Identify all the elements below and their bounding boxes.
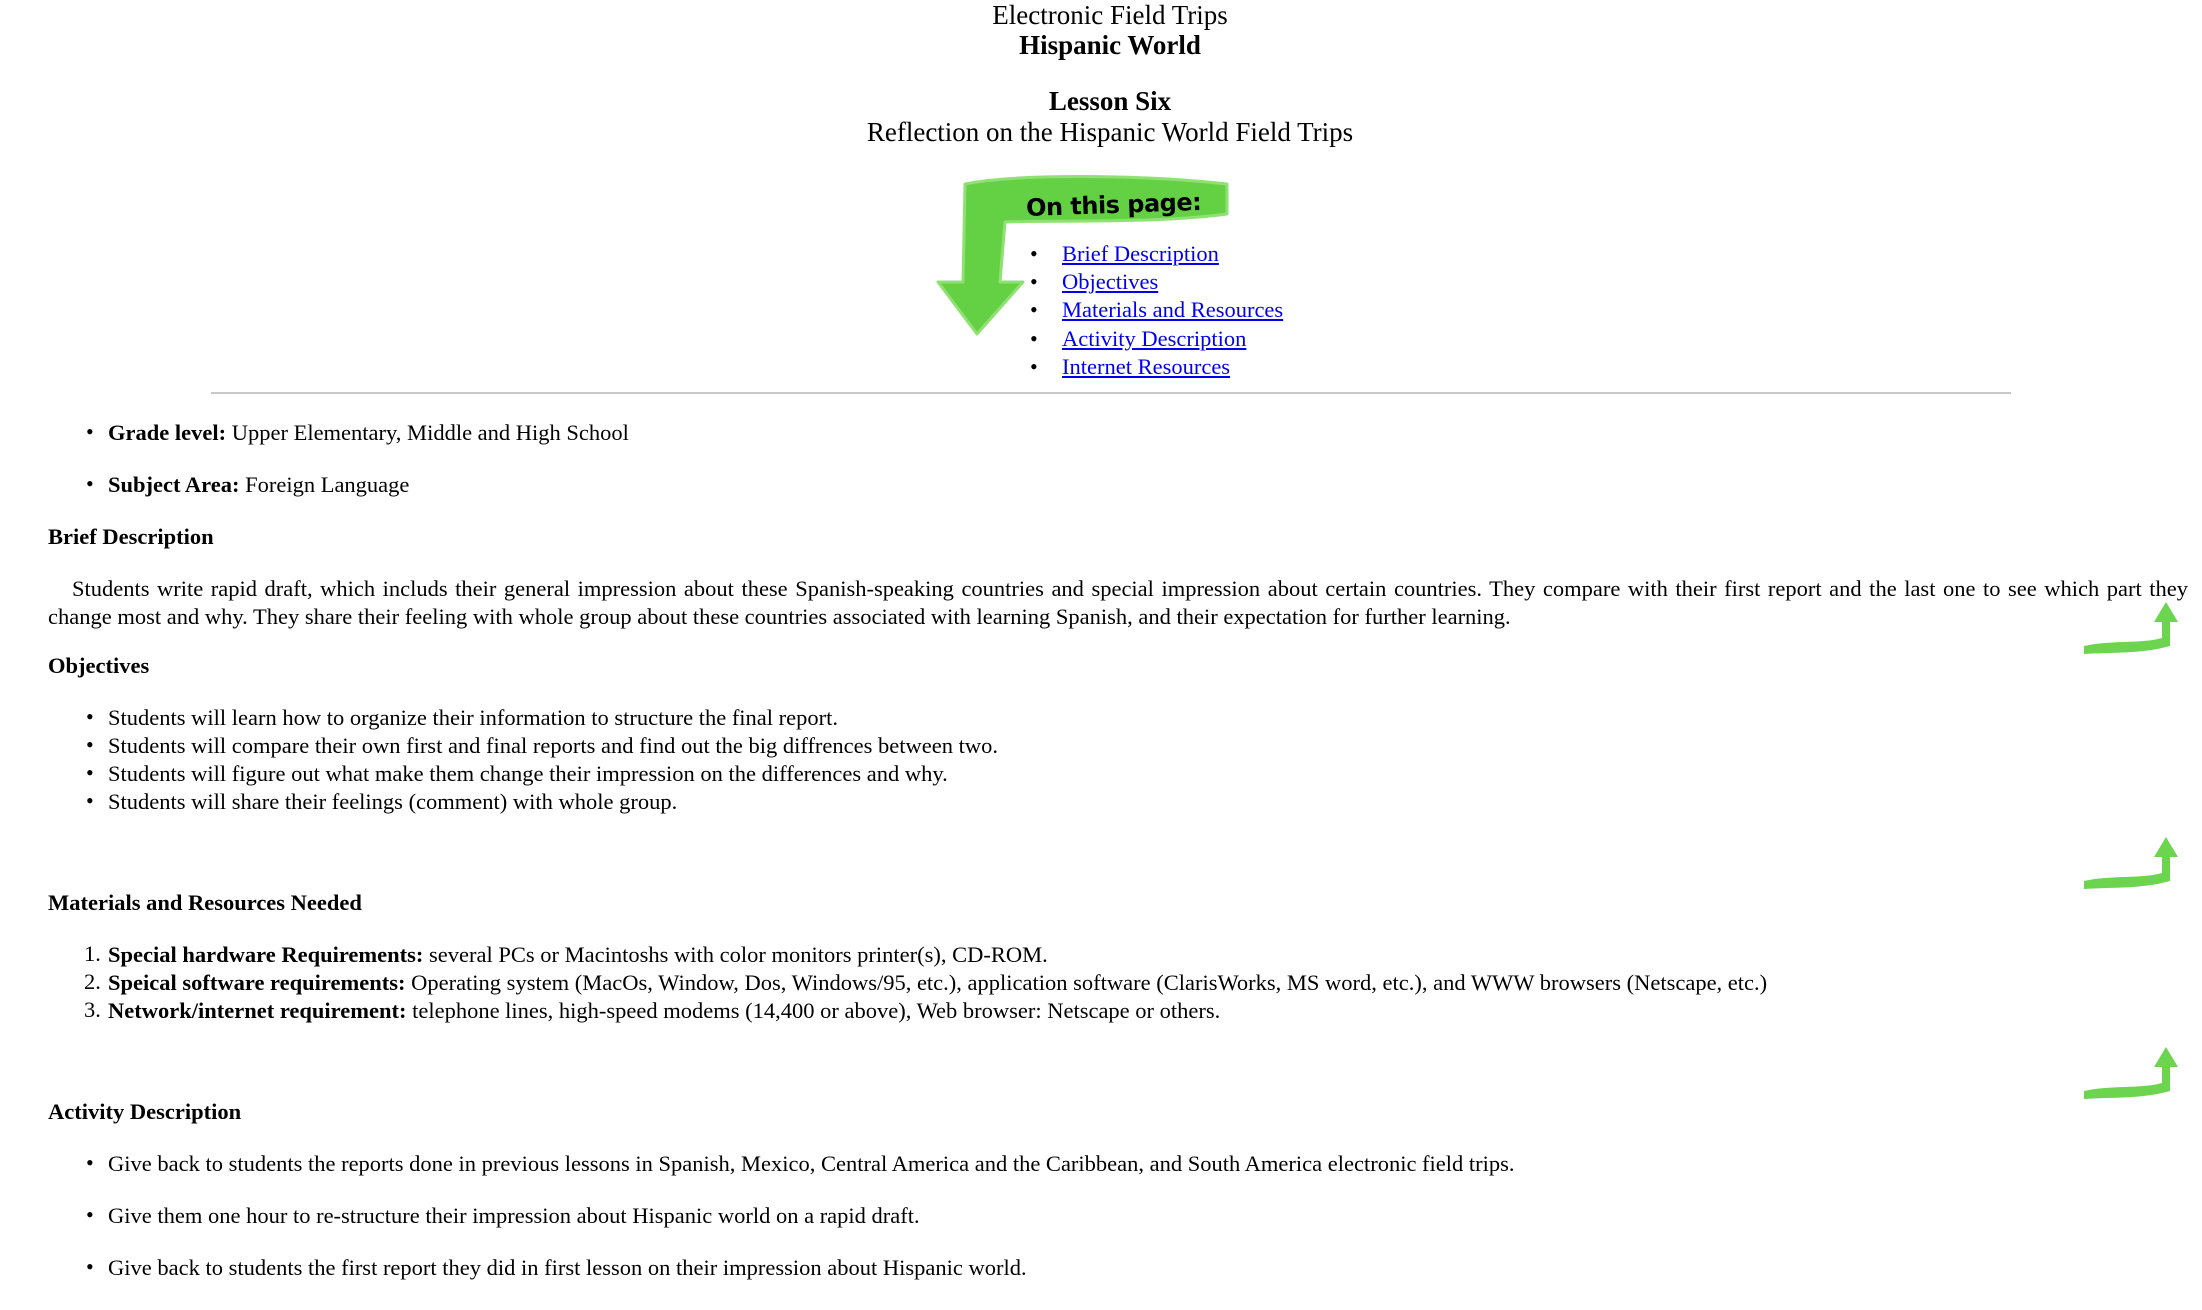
nav-link-materials[interactable]: Materials and Resources [1062, 297, 1284, 323]
nav-link-brief-description[interactable]: Brief Description [1062, 241, 1219, 266]
grade-level [108, 419, 629, 447]
bullet: • [86, 788, 94, 813]
bullet: • [86, 471, 94, 496]
material-item-text: telephone lines, high-speed modems (14,400 or above), Web browser: Netscape or others. [406, 998, 1221, 1023]
site-title: Electronic Field Trips [992, 0, 1228, 30]
on-this-page-label: On this page: [1025, 187, 1202, 223]
page-nav [1030, 240, 1283, 381]
list-number: 2. [84, 969, 101, 994]
subject-area-label: Subject Area: [108, 472, 240, 497]
nav-link-activity-description[interactable]: Activity Description [1062, 325, 1247, 351]
lesson-subtitle: Reflection on the Hispanic World Field Trips [866, 117, 1354, 147]
horizontal-divider [211, 392, 2011, 394]
nav-link-internet-resources[interactable]: Internet Resources [1062, 353, 1231, 379]
activity-item: Give back to students the first report they did in first lesson on their impression about Hispanic world. [108, 1255, 1027, 1280]
nav-item [1030, 325, 1283, 353]
nav-link-objectives[interactable]: Objectives [1062, 269, 1159, 295]
grade-level-label: Grade level: [108, 420, 227, 445]
material-item-text: several PCs or Macintoshs with color monitors printer(s), CD-ROM. [423, 942, 1048, 967]
bullet: • [86, 1202, 94, 1227]
back-to-top-arrow-icon[interactable] [2082, 600, 2182, 660]
material-item-label: Special hardware Requirements: [108, 942, 424, 967]
nav-item [1030, 353, 1283, 381]
nav-item [1030, 296, 1283, 324]
objective-item: Students will learn how to organize their information to structure the final report. [108, 705, 839, 730]
bullet: • [86, 1254, 94, 1279]
list-number: 3. [84, 997, 101, 1022]
bullet: • [86, 704, 94, 729]
subject-area-value: Foreign Language [239, 472, 410, 497]
nav-item [1030, 268, 1283, 296]
materials-heading: Materials and Resources Needed [48, 890, 362, 915]
brief-description-heading: Brief Description [48, 524, 214, 549]
material-item-text: Operating system (MacOs, Window, Dos, Windows/95, etc.), application software (ClarisWorks, MS word, etc.), and WWW browsers (Netscape, etc.) [405, 970, 1768, 995]
activity-heading: Activity Description [48, 1099, 242, 1124]
bullet: • [86, 1150, 94, 1175]
objective-item: Students will figure out what make them change their impression on the differences and why. [108, 761, 948, 786]
list-number: 1. [84, 941, 101, 966]
site-subtitle: Hispanic World [1019, 30, 1201, 60]
material-item [108, 997, 1220, 1025]
objective-item: Students will compare their own first and final reports and find out the big diffrences between two. [108, 733, 998, 758]
material-item-label: Speical software requirements: [108, 970, 406, 995]
material-item [108, 969, 1767, 997]
objectives-heading: Objectives [48, 653, 150, 678]
brief-description-text: Students write rapid draft, which includs their general impression about these Spanish-speaking countries and special impression about certain countries. They compare with their first report and the last one to see which part they change most and why. They share their feeling with whole group about these countries associated with learning Spanish, and their expectation for further learning. [48, 576, 2188, 629]
bullet: • [86, 732, 94, 757]
lesson-title: Lesson Six [1048, 86, 1172, 116]
grade-level-value: Upper Elementary, Middle and High School [226, 420, 629, 445]
bullet: • [86, 760, 94, 785]
subject-area [108, 471, 409, 499]
back-to-top-arrow-icon[interactable] [2082, 835, 2182, 895]
activity-item: Give back to students the reports done in previous lessons in Spanish, Mexico, Central America and the Caribbean, and South America electronic field trips. [108, 1151, 1515, 1176]
objective-item: Students will share their feelings (comment) with whole group. [108, 789, 678, 814]
bullet: • [86, 419, 94, 444]
back-to-top-arrow-icon[interactable] [2082, 1045, 2182, 1105]
material-item [108, 941, 1048, 969]
material-item-label: Network/internet requirement: [108, 998, 407, 1023]
nav-item [1030, 240, 1283, 268]
activity-item: Give them one hour to re-structure their impression about Hispanic world on a rapid draft. [108, 1203, 920, 1228]
